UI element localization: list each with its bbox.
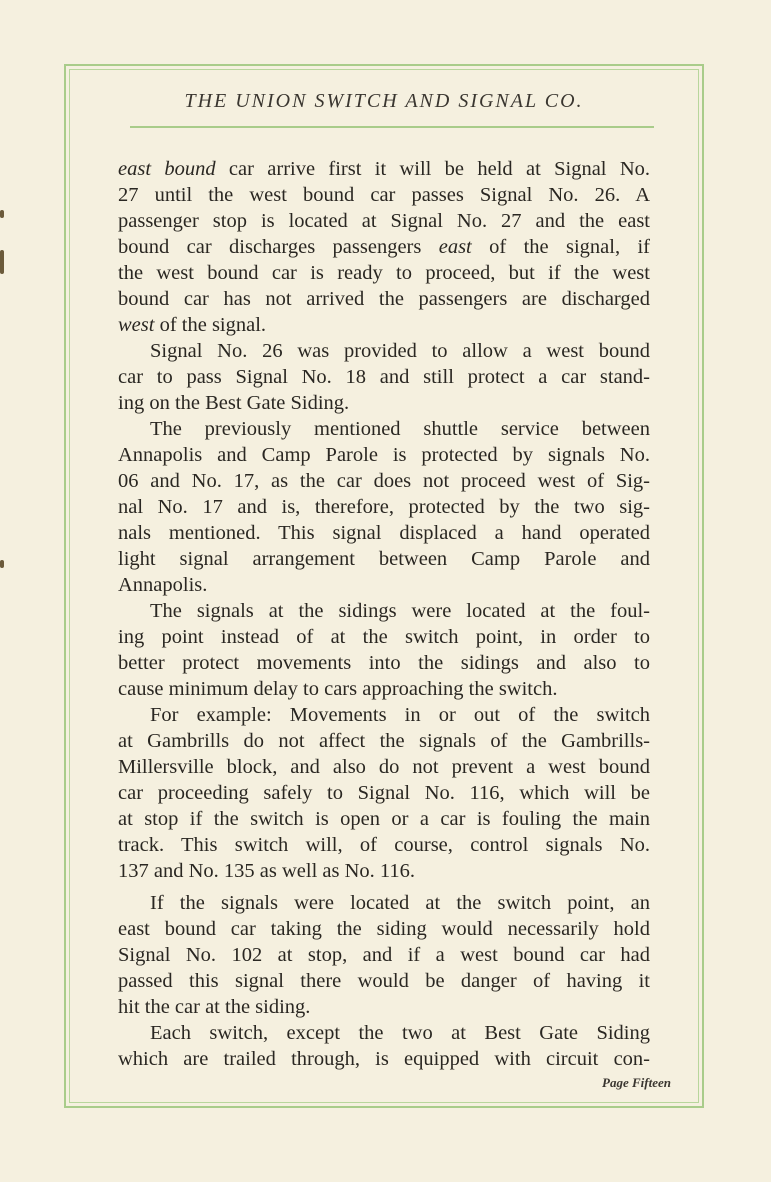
text-line	[118, 676, 650, 702]
text-run: Each switch, except the two at Best Gate Siding	[150, 1022, 650, 1044]
text-run: 137 and No. 135 as well as No. 116.	[118, 860, 416, 882]
text-run: Signal No. 102 at stop, and if a west bound car had	[118, 944, 650, 966]
text-run: If the signals were located at the switch point, an	[150, 892, 650, 914]
text-line	[118, 858, 650, 884]
text-line	[118, 780, 650, 806]
text-line	[118, 182, 650, 208]
text-line	[118, 468, 650, 494]
text-line	[118, 890, 650, 916]
text-line	[118, 546, 650, 572]
text-run: at stop if the switch is open or a car is fouling the main	[118, 808, 650, 830]
running-header: THE UNION SWITCH AND SIGNAL CO.	[184, 90, 584, 112]
text-line	[118, 1046, 650, 1072]
text-line	[118, 650, 650, 676]
text-run: For example: Movements in or out of the switch	[150, 704, 650, 726]
text-line	[118, 286, 650, 312]
text-line	[118, 1020, 650, 1046]
text-run: track. This switch will, of course, control signals No.	[118, 834, 650, 856]
text-line	[118, 572, 650, 598]
body-text	[118, 156, 650, 1072]
text-run: Signal No. 26 was provided to allow a west bound	[150, 340, 650, 362]
text-run: hit the car at the siding.	[118, 996, 311, 1018]
binding-mark	[0, 560, 4, 568]
text-line	[118, 916, 650, 942]
page-number: Page Fifteen	[602, 1075, 671, 1090]
text-line	[118, 624, 650, 650]
italic-text: east	[438, 236, 472, 258]
text-line	[118, 208, 650, 234]
text-run: bound car has not arrived the passengers are discharged	[118, 288, 650, 310]
text-run: better protect movements into the sidings and also to	[118, 652, 650, 674]
text-run: of the signal, if	[471, 236, 650, 258]
text-line	[118, 520, 650, 546]
text-run: the west bound car is ready to proceed, but if the west	[118, 262, 650, 284]
text-run: nal No. 17 and is, therefore, protected by the two sig-	[118, 496, 650, 518]
text-run: which are trailed through, is equipped with circuit con-	[118, 1048, 650, 1070]
text-line	[118, 364, 650, 390]
text-run: Annapolis.	[118, 574, 208, 596]
text-run: ing point instead of at the switch point, in order to	[118, 626, 650, 648]
text-line	[118, 942, 650, 968]
text-run: car arrive first it will be held at Signal No.	[215, 158, 650, 180]
text-line	[118, 702, 650, 728]
italic-text: west	[118, 314, 155, 336]
text-line	[118, 754, 650, 780]
text-run: Millersville block, and also do not prevent a west bound	[118, 756, 650, 778]
text-run: Annapolis and Camp Parole is protected by signals No.	[118, 444, 650, 466]
text-line	[118, 994, 650, 1020]
italic-text: east bound	[118, 158, 216, 180]
text-run: nals mentioned. This signal displaced a hand operated	[118, 522, 650, 544]
text-run: ing on the Best Gate Siding.	[118, 392, 350, 414]
text-line	[118, 442, 650, 468]
text-line	[118, 728, 650, 754]
text-line	[118, 234, 650, 260]
text-run: car proceeding safely to Signal No. 116, which will be	[118, 782, 650, 804]
text-line	[118, 494, 650, 520]
text-run: of the signal.	[154, 314, 267, 336]
text-line	[118, 338, 650, 364]
header-rule	[130, 126, 654, 128]
text-line	[118, 598, 650, 624]
text-run: 06 and No. 17, as the car does not proceed west of Sig-	[118, 470, 650, 492]
binding-mark	[0, 250, 4, 274]
binding-mark	[0, 210, 4, 218]
text-run: 27 until the west bound car passes Signal No. 26. A	[118, 184, 650, 206]
text-line	[118, 416, 650, 442]
text-line	[118, 832, 650, 858]
text-run: at Gambrills do not affect the signals of the Gambrills-	[118, 730, 650, 752]
text-run: passenger stop is located at Signal No. 27 and the east	[118, 210, 650, 232]
text-run: The signals at the sidings were located at the foul-	[150, 600, 650, 622]
text-run: The previously mentioned shuttle service between	[150, 418, 650, 440]
text-line	[118, 806, 650, 832]
text-line	[118, 312, 650, 338]
text-run: east bound car taking the siding would necessarily hold	[118, 918, 650, 940]
text-run: light signal arrangement between Camp Parole and	[118, 548, 650, 570]
text-line	[118, 968, 650, 994]
text-line	[118, 156, 650, 182]
text-run: car to pass Signal No. 18 and still protect a car stand-	[118, 366, 650, 388]
text-line	[118, 390, 650, 416]
text-run: passed this signal there would be danger of having it	[118, 970, 650, 992]
text-line	[118, 260, 650, 286]
text-run: bound car discharges passengers	[118, 236, 439, 258]
text-run: cause minimum delay to cars approaching the switch.	[118, 678, 558, 700]
